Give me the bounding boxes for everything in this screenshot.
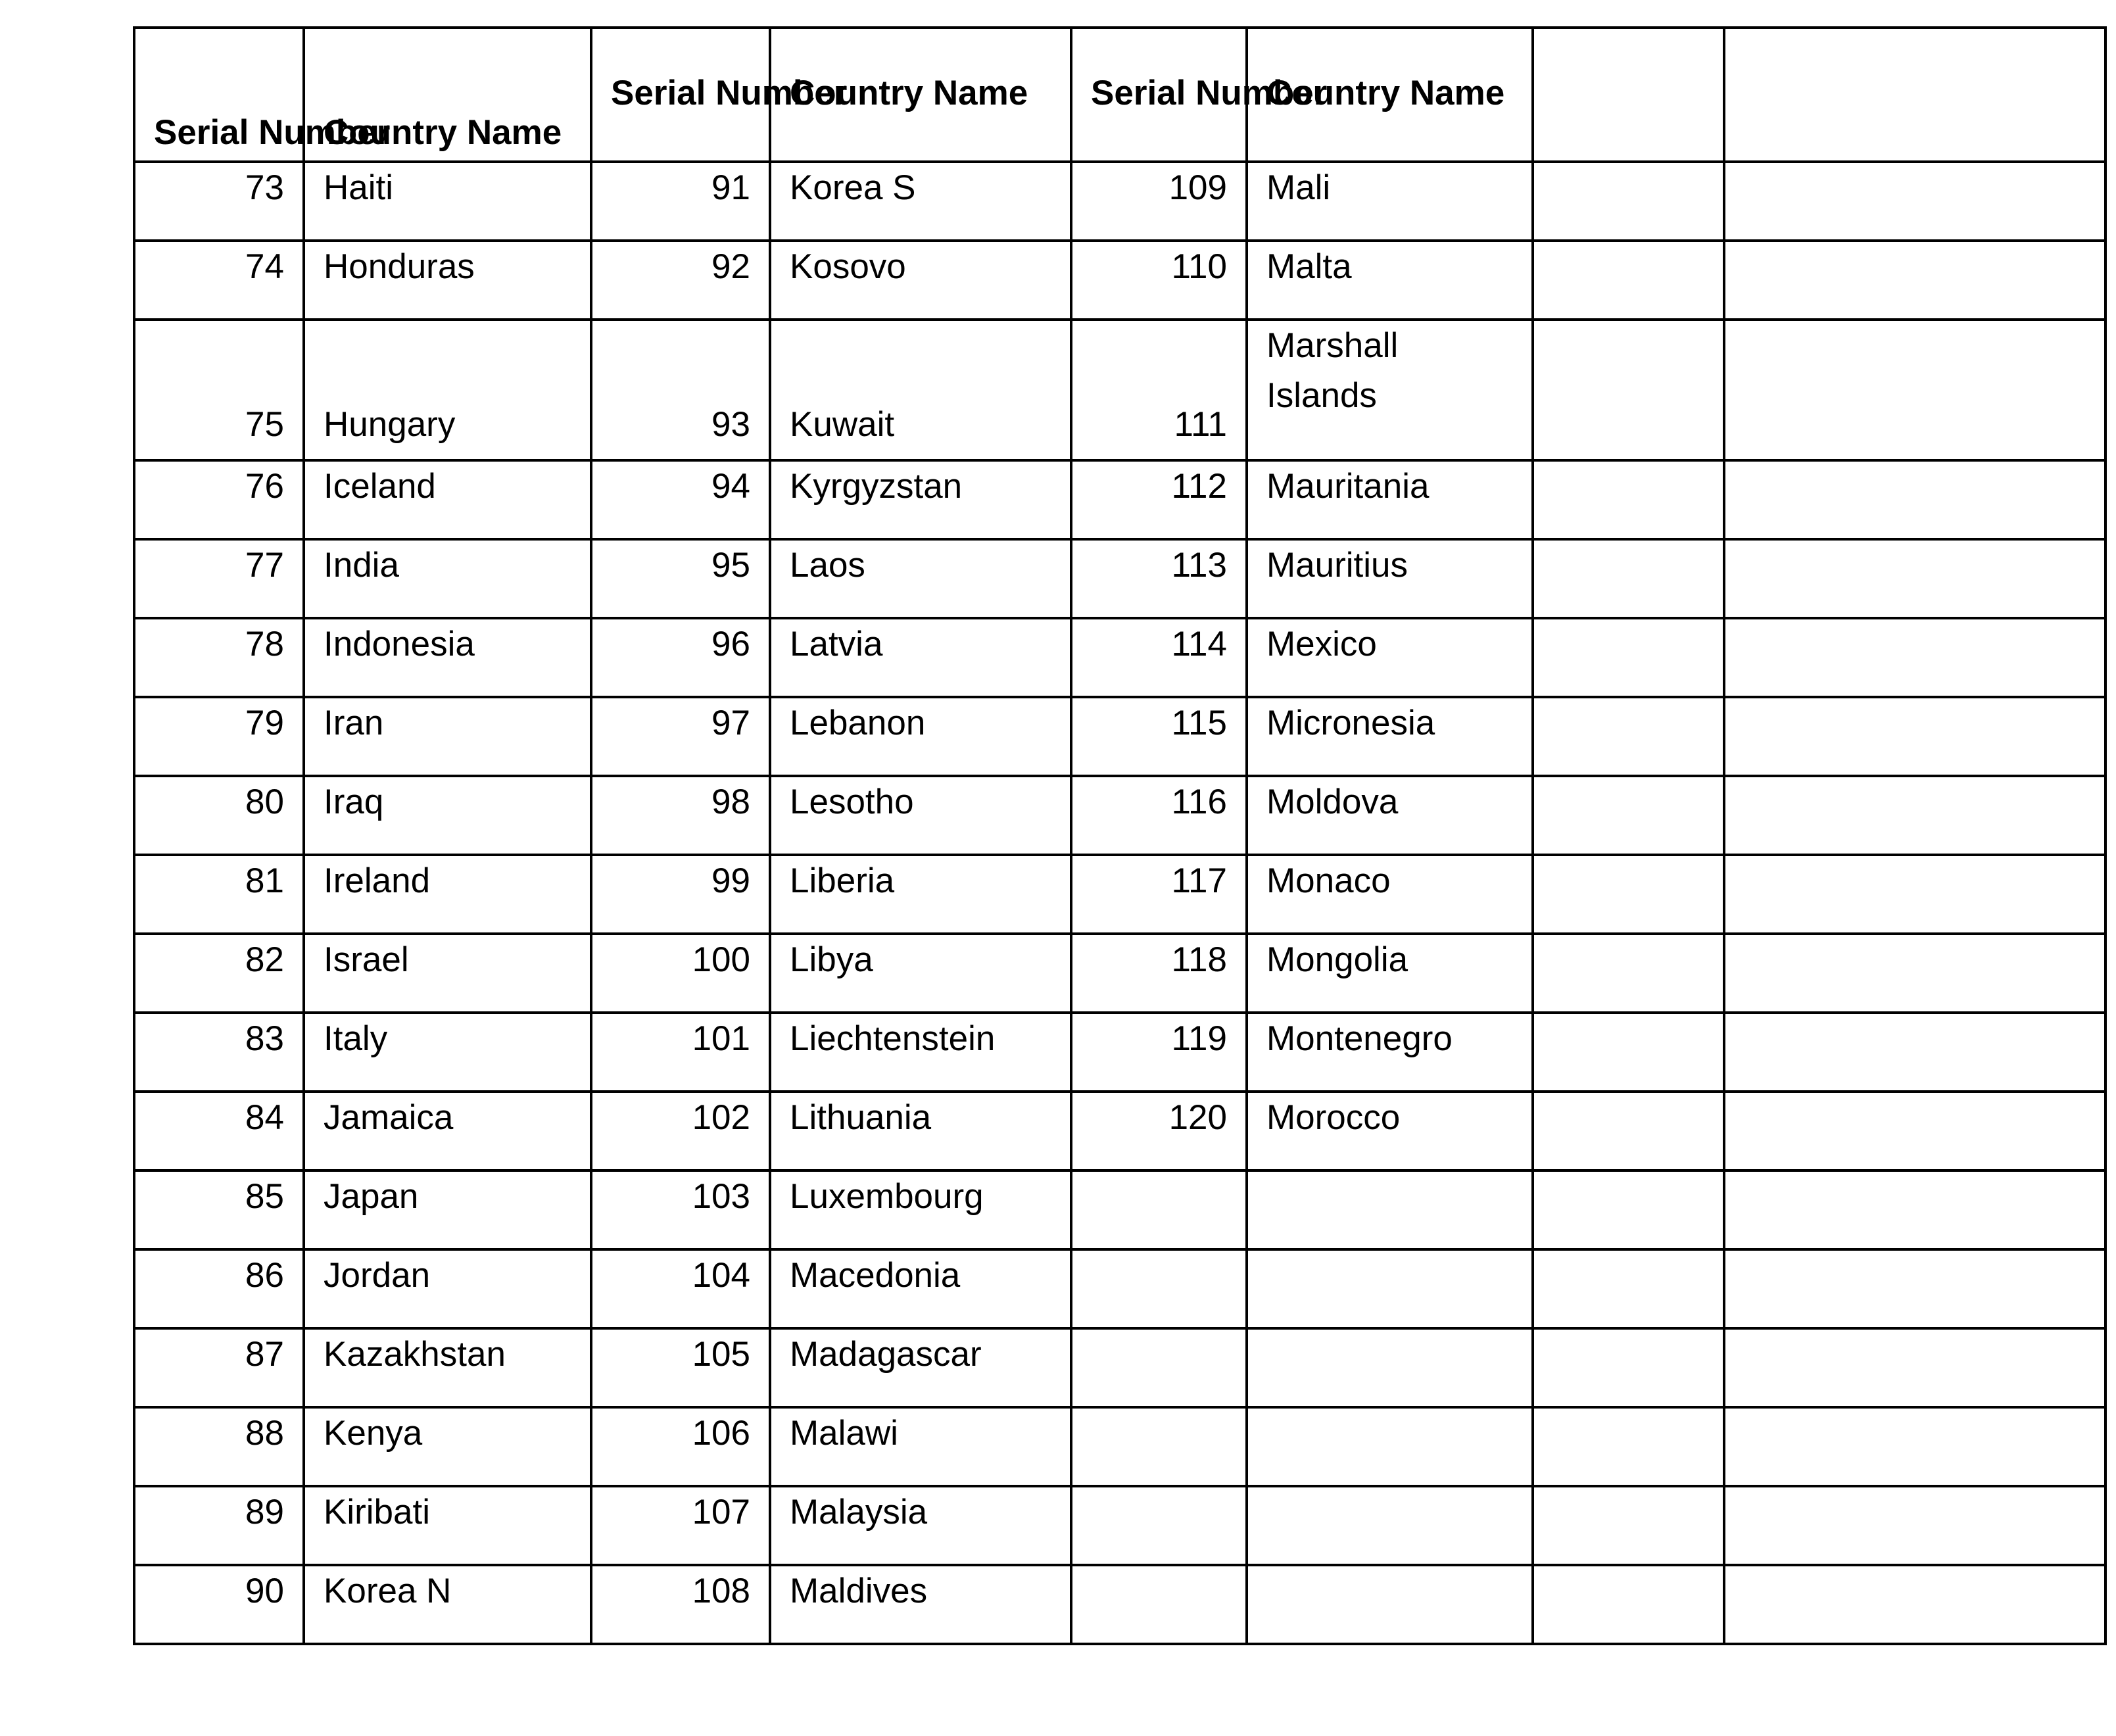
country-name-cell: Israel [304,934,591,1013]
country-name-cell: Iraq [304,776,591,855]
country-name-cell: Luxembourg [770,1170,1071,1249]
empty-cell [1533,697,1724,776]
country-name-header: Country Name [304,28,591,162]
table-row [134,934,2105,1013]
serial-number-cell: 98 [591,776,770,855]
empty-cell [1533,162,1724,241]
country-name-cell: Libya [770,934,1071,1013]
country-name-cell: Kosovo [770,241,1071,320]
country-name-cell: Morocco [1247,1092,1533,1170]
country-name-cell: Lesotho [770,776,1071,855]
serial-number-cell: 85 [134,1170,304,1249]
empty-cell [1724,1407,2105,1486]
country-name-header: Country Name [1247,28,1533,162]
empty-cell [1724,1565,2105,1644]
empty-cell [1533,1092,1724,1170]
country-name-cell: Malaysia [770,1486,1071,1565]
empty-cell [1247,1328,1533,1407]
empty-cell [1724,1328,2105,1407]
empty-cell [1724,776,2105,855]
country-name-cell: Kazakhstan [304,1328,591,1407]
table-row [134,855,2105,934]
country-name-cell: Korea S [770,162,1071,241]
empty-cell [1724,320,2105,460]
serial-number-cell: 86 [134,1249,304,1328]
empty-cell [1247,1170,1533,1249]
country-name-cell: Mongolia [1247,934,1533,1013]
empty-cell [1247,1249,1533,1328]
country-name-cell: Iceland [304,460,591,539]
table-row [134,1092,2105,1170]
serial-number-cell: 111 [1071,320,1247,460]
serial-number-cell: 104 [591,1249,770,1328]
empty-cell [1533,618,1724,697]
serial-number-cell: 80 [134,776,304,855]
country-name-cell: Liechtenstein [770,1013,1071,1092]
serial-number-cell: 109 [1071,162,1247,241]
serial-number-cell: 107 [591,1486,770,1565]
country-name-cell [1247,320,1533,460]
table-row [134,460,2105,539]
empty-cell [1724,855,2105,934]
serial-number-cell: 78 [134,618,304,697]
empty-cell [1247,1486,1533,1565]
serial-number-header: Serial Number [591,28,770,162]
serial-number-cell: 93 [591,320,770,460]
country-name-cell: India [304,539,591,618]
country-name-cell: Jamaica [304,1092,591,1170]
serial-number-header: Serial Number [1071,28,1247,162]
empty-header-cell [1724,28,2105,162]
serial-number-cell: 102 [591,1092,770,1170]
serial-number-cell: 81 [134,855,304,934]
serial-number-cell: 106 [591,1407,770,1486]
serial-number-cell: 79 [134,697,304,776]
header-row [134,28,2105,162]
country-name-header: Country Name [770,28,1071,162]
empty-cell [1724,1092,2105,1170]
country-name-cell: Ireland [304,855,591,934]
country-name-cell: Indonesia [304,618,591,697]
empty-cell [1724,1249,2105,1328]
table-row [134,1565,2105,1644]
serial-number-cell: 115 [1071,697,1247,776]
serial-number-cell: 95 [591,539,770,618]
country-table [133,26,2107,1645]
country-name-cell: Malta [1247,241,1533,320]
country-name-cell: Lebanon [770,697,1071,776]
country-name-cell: Mali [1247,162,1533,241]
country-name-cell: Mauritania [1247,460,1533,539]
empty-cell [1533,934,1724,1013]
empty-cell [1533,241,1724,320]
serial-number-cell: 105 [591,1328,770,1407]
empty-cell [1533,460,1724,539]
serial-number-cell: 99 [591,855,770,934]
serial-number-cell: 87 [134,1328,304,1407]
empty-cell [1533,1407,1724,1486]
country-name-cell: Macedonia [770,1249,1071,1328]
table-row [134,697,2105,776]
table-row [134,1170,2105,1249]
country-name-cell: Hungary [304,320,591,460]
empty-cell [1724,162,2105,241]
serial-number-cell: 91 [591,162,770,241]
empty-cell [1071,1328,1247,1407]
country-name-cell: Madagascar [770,1328,1071,1407]
country-name-cell: Malawi [770,1407,1071,1486]
empty-cell [1533,539,1724,618]
serial-number-cell: 82 [134,934,304,1013]
country-name-cell: Iran [304,697,591,776]
serial-number-cell: 77 [134,539,304,618]
country-name-cell: Kyrgyzstan [770,460,1071,539]
serial-number-cell: 94 [591,460,770,539]
country-name-cell: Italy [304,1013,591,1092]
table-row [134,1013,2105,1092]
country-name-cell: Kiribati [304,1486,591,1565]
serial-number-header: Serial Number [134,28,304,162]
serial-number-cell: 113 [1071,539,1247,618]
serial-number-cell: 96 [591,618,770,697]
country-name-cell: Kuwait [770,320,1071,460]
country-name-line: Islands [1266,376,1377,415]
empty-cell [1533,320,1724,460]
empty-cell [1071,1170,1247,1249]
serial-number-cell: 97 [591,697,770,776]
empty-cell [1071,1249,1247,1328]
empty-cell [1724,934,2105,1013]
serial-number-cell: 76 [134,460,304,539]
empty-cell [1533,1565,1724,1644]
serial-number-cell: 110 [1071,241,1247,320]
empty-cell [1071,1407,1247,1486]
serial-number-cell: 74 [134,241,304,320]
empty-cell [1724,539,2105,618]
table-row [134,1407,2105,1486]
country-name-cell: Maldives [770,1565,1071,1644]
serial-number-cell: 112 [1071,460,1247,539]
serial-number-cell: 101 [591,1013,770,1092]
serial-number-cell: 100 [591,934,770,1013]
table-row [134,539,2105,618]
country-name-cell: Liberia [770,855,1071,934]
empty-cell [1533,1328,1724,1407]
serial-number-cell: 114 [1071,618,1247,697]
country-name-cell: Honduras [304,241,591,320]
empty-cell [1533,1249,1724,1328]
empty-cell [1533,1170,1724,1249]
country-name-cell: Jordan [304,1249,591,1328]
table-row [134,241,2105,320]
table-row [134,320,2105,460]
empty-header-cell [1533,28,1724,162]
country-name-cell: Mauritius [1247,539,1533,618]
empty-cell [1724,460,2105,539]
empty-cell [1247,1565,1533,1644]
serial-number-cell: 108 [591,1565,770,1644]
serial-number-cell: 117 [1071,855,1247,934]
country-name-cell: Mexico [1247,618,1533,697]
serial-number-cell: 92 [591,241,770,320]
empty-cell [1071,1565,1247,1644]
serial-number-cell: 73 [134,162,304,241]
country-name-cell: Kenya [304,1407,591,1486]
serial-number-cell: 119 [1071,1013,1247,1092]
country-name-cell: Haiti [304,162,591,241]
empty-cell [1247,1407,1533,1486]
serial-number-cell: 103 [591,1170,770,1249]
serial-number-cell: 84 [134,1092,304,1170]
serial-number-cell: 83 [134,1013,304,1092]
empty-cell [1724,697,2105,776]
empty-cell [1533,1013,1724,1092]
country-name-cell: Micronesia [1247,697,1533,776]
country-name-cell: Japan [304,1170,591,1249]
serial-number-cell: 116 [1071,776,1247,855]
empty-cell [1724,618,2105,697]
table-row [134,618,2105,697]
empty-cell [1724,1170,2105,1249]
empty-cell [1533,776,1724,855]
country-name-cell: Monaco [1247,855,1533,934]
country-name-line: Marshall [1266,326,1399,365]
table-row [134,1328,2105,1407]
empty-cell [1533,1486,1724,1565]
table-row [134,776,2105,855]
empty-cell [1724,241,2105,320]
country-name-cell: Lithuania [770,1092,1071,1170]
country-name-cell: Moldova [1247,776,1533,855]
serial-number-cell: 118 [1071,934,1247,1013]
country-name-cell: Laos [770,539,1071,618]
empty-cell [1724,1013,2105,1092]
serial-number-cell: 90 [134,1565,304,1644]
serial-number-cell: 75 [134,320,304,460]
empty-cell [1533,855,1724,934]
table-row [134,1249,2105,1328]
serial-number-cell: 88 [134,1407,304,1486]
country-name-cell: Korea N [304,1565,591,1644]
empty-cell [1724,1486,2105,1565]
empty-cell [1071,1486,1247,1565]
country-name-cell: Latvia [770,618,1071,697]
table-row [134,1486,2105,1565]
serial-number-cell: 89 [134,1486,304,1565]
country-name-cell: Montenegro [1247,1013,1533,1092]
table-row [134,162,2105,241]
serial-number-cell: 120 [1071,1092,1247,1170]
